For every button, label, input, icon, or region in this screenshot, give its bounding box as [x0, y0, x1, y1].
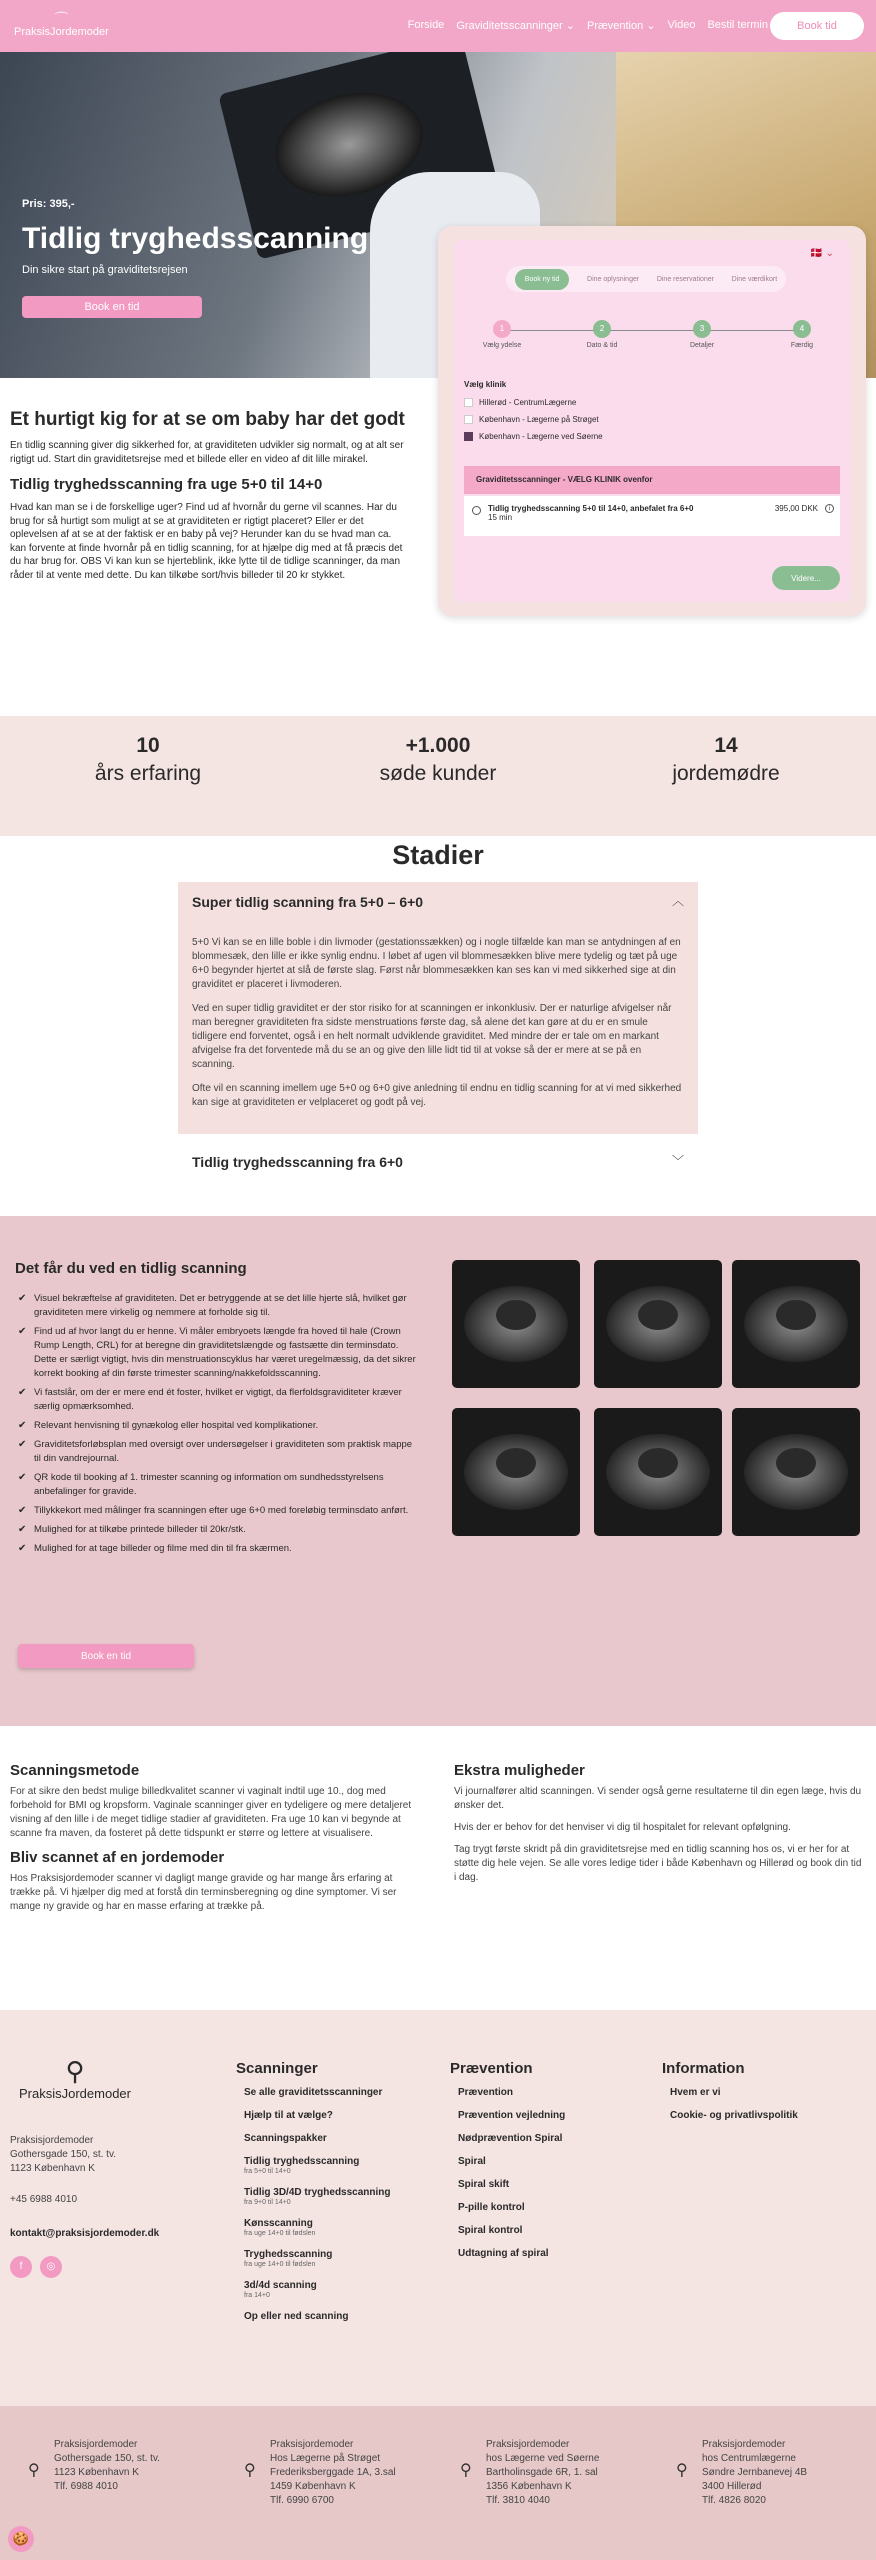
package-price: 395,00 DKK [774, 504, 818, 513]
mobile-icon: ⌒ [54, 11, 69, 27]
footer-link[interactable]: Hjælp til at vælge? [244, 2110, 333, 2121]
map-pin-icon: ⚲ [676, 2462, 688, 2479]
tab-dine-reservationer[interactable]: Dine reservationer [656, 275, 715, 283]
location-stroeget: ⚲ Praksisjordemoder Hos Lægerne på Strøget Frederiksberggade 1A, 3.sal 1459 København K Tlf. 6990 6700 [244, 2439, 396, 2506]
benefits-book-button[interactable]: Book en tid [18, 1644, 194, 1668]
step-3: 3 Detaljer [672, 320, 732, 349]
footer-link[interactable]: Scanningspakker [244, 2133, 327, 2144]
clinic-option-hilleroed[interactable]: Hillerød - CentrumLægerne [464, 398, 576, 407]
list-item: ✔ Find ud af hvor langt du er henne. Vi måler embryoets længde fra hoved til hale (Crown Rump Length, CRL) for at beregne din graviditetslængde og fastsætte din terminsdato. Dette er særligt vigtigt, hvis din menstruationscyklus har været uregelmæssig, da det sikrer korrekt booking af din første trimester scanning/nakkefoldsscanning. [18, 1325, 418, 1381]
list-item: ✔ Visuel bekræftelse af graviditeten. Det er betryggende at se det lille hjerte slå, hvilket gør graviditeten mere virkelig og nemmere at forholde sig til. [18, 1292, 418, 1320]
footer-link[interactable]: Kønsscanning fra uge 14+0 til fødslen [244, 2218, 316, 2237]
footer-link[interactable]: Op eller ned scanning [244, 2311, 349, 2322]
language-flag-icon[interactable]: 🇩🇰 ⌄ [810, 248, 834, 259]
footer-link[interactable]: Se alle graviditetsscanninger [244, 2087, 383, 2098]
location-gothersgade: ⚲ Praksisjordemoder Gothersgade 150, st. tv. 1123 København K Tlf. 6988 4010 [28, 2439, 160, 2492]
footer-logo[interactable]: ⚲ PraksisJordemoder [10, 2056, 140, 2120]
footer-col-scanninger: Scanninger Se alle graviditetsscanninger Hjælp til at vælge? Scanningspakker Tidlig tryghedsscanning fra 5+0 til 14+0 Tidlig 3D/4D tryghedsscanning fra 9+0 til 14+0 Kønsscanning fra uge 14+0 til fødslen Tryghedsscanning fra uge 14+0 til fødslen 3d/4d scanning fra 14+0 Op eller ned scanning [236, 2060, 391, 2322]
checkbox-checked[interactable] [464, 432, 473, 441]
facebook-icon[interactable]: f [10, 2256, 32, 2278]
list-item: ✔ Relevant henvisning til gynækolog eller hospital ved komplikationer. [18, 1419, 418, 1433]
ultrasound-image[interactable] [732, 1260, 860, 1388]
benefits-section [0, 1216, 876, 1726]
step-4: 4 Færdig [772, 320, 832, 349]
ultrasound-image[interactable] [452, 1260, 580, 1388]
book-tid-button[interactable]: Book tid [770, 12, 864, 40]
list-item: ✔ Graviditetsforløbsplan med oversigt over undersøgelser i graviditeten som praktisk mappe til din vandrejournal. [18, 1438, 418, 1466]
footer-link[interactable]: Spiral kontrol [458, 2225, 523, 2236]
stat-years: 10 års erfaring [94, 734, 202, 785]
nav-video[interactable]: Video [667, 19, 696, 31]
nav-graviditetsscanninger[interactable]: Graviditetsscanninger ⌄ [456, 20, 575, 32]
nav-bestil-termin[interactable]: Bestil termin [707, 19, 768, 31]
tab-book-ny-tid[interactable]: Book ny tid [515, 269, 570, 290]
location-soeerne: ⚲ Praksisjordemoder hos Lægerne ved Søerne Bartholinsgade 6R, 1. sal 1356 København K Tlf. 3810 4040 [460, 2439, 600, 2506]
clinic-heading: Vælg klinik [464, 380, 507, 389]
chevron-down-icon[interactable]: ﹀ [671, 1154, 684, 1168]
stat-midwives: 14 jordemødre [672, 734, 780, 785]
site-logo[interactable]: ⌒ PraksisJordemoder [14, 11, 109, 38]
footer-link[interactable]: Nødprævention Spiral [458, 2133, 563, 2144]
ultrasound-image[interactable] [594, 1260, 722, 1388]
stat-customers: +1.000 søde kunder [379, 734, 497, 785]
footer [0, 2010, 876, 2406]
footer-link[interactable]: Prævention vejledning [458, 2110, 566, 2121]
footer-email[interactable]: kontakt@praksisjordemoder.dk [10, 2228, 160, 2239]
benefits-list [18, 1292, 418, 1561]
chevron-down-icon: ⌄ [565, 20, 575, 32]
ultrasound-image[interactable] [452, 1408, 580, 1536]
radio-button[interactable] [472, 506, 481, 515]
ultrasound-image[interactable] [732, 1408, 860, 1536]
footer-link[interactable]: Udtagning af spiral [458, 2248, 549, 2259]
booking-widget [438, 226, 866, 616]
locations-bar [0, 2406, 876, 2560]
intro-title: Et hurtigt kig for at se om baby har det godt [10, 409, 405, 430]
cookie-settings-icon[interactable]: 🍪 [8, 2526, 34, 2552]
clinic-option-stroeget[interactable]: København - Lægerne på Strøget [464, 415, 599, 424]
chevron-down-icon: ⌄ [646, 20, 656, 32]
step-1: 1 Vælg ydelse [472, 320, 532, 349]
nav-forside[interactable]: Forside [407, 19, 445, 31]
next-button[interactable]: Videre... [772, 566, 840, 590]
map-pin-icon: ⚲ [460, 2462, 472, 2479]
checkbox[interactable] [464, 415, 473, 424]
checkbox[interactable] [464, 398, 473, 407]
list-item: ✔ Tillykkekort med målinger fra scanningen efter uge 6+0 med foreløbig terminsdato anført. [18, 1504, 418, 1518]
accordion-item-open[interactable]: Super tidlig scanning fra 5+0 – 6+0 ︿ 5+0 Vi kan se en lille boble i din livmoder (gestationssækken) og i nogle tilfælde kan man se antydningen af en blommesæk, den lille er ikke synlig endnu. I løbet af ugen vil blommesækken blive mere tydelig og tæt på uge 6+0 begynder hjertet at slå de første slag. Først når blommesækken kan ses kan vi med sikkerhed sige at din graviditet er placeret i livmoderen. Ved en super tidlig graviditet er der stor risiko for at scanningen er inkonklusiv. Der er naturlige afvigelser når man beregner graviditeten fra sidste menstruations første dag, så alene det kan gøre at du er en smule tidligere end forventet, også i en helt normalt udviklende graviditet. Med mindre der er tale om en markant afvigelse fra det forventede må du se an og give den lille lidt tid til at vokse så der er mere at se på en scanning. Ofte vil en scanning imellem uge 5+0 og 6+0 give anledning til endnu en tidlig scanning for at vi med sikkerhed kan sige at graviditeten er velplaceret og godt på vej. [178, 882, 698, 1134]
intro-section: Et hurtigt kig for at se om baby har det godt En tidlig scanning giver dig sikkerhed for, at graviditeten udvikler sig normalt, og at alt ser rigtigt ud. Start din graviditetsrejse med et billede eller en video af dit lille mirakel. Tidlig tryghedsscanning fra uge 5+0 til 14+0 Hvad kan man se i de forskellige uger? Find ud af hvornår du gerne vil scannes. Har du brug for så hurtigt som muligt at se at graviditeten er rigtigt placeret? Eller er det oplevelsen af at se at der faktisk er en baby på vej? Herunder kan du se hvad man ca. kan forvente at finde hvornår på en tidlig scanning, for at hjælpe dig med at få præcis det du har brug for. OBS Vi kan kun se hjerteblink, ikke lytte til de tidlige scanninger, da man råder til at vente med dette. Du kan tilkøbe sort/hvis billeder til 20 kr stykket. [10, 408, 410, 582]
footer-link[interactable]: Spiral [458, 2156, 486, 2167]
footer-link[interactable]: Cookie- og privatlivspolitik [670, 2110, 798, 2121]
intro-subtitle: Tidlig tryghedsscanning fra uge 5+0 til 14+0 [10, 476, 323, 493]
step-2: 2 Dato & tid [572, 320, 632, 349]
list-item: ✔ QR kode til booking af 1. trimester scanning og information om sundhedsstyrelsens anbefalinger for gravide. [18, 1471, 418, 1499]
ultrasound-image[interactable] [594, 1408, 722, 1536]
footer-col-information: Information Hvem er vi Cookie- og privatlivspolitik [662, 2060, 798, 2121]
clinic-option-soeerne[interactable]: København - Lægerne ved Søerne [464, 432, 603, 441]
list-item: ✔ Mulighed for at tage billeder og filme med din til fra skærmen. [18, 1542, 418, 1556]
footer-link[interactable]: Tryghedsscanning fra uge 14+0 til fødslen [244, 2249, 333, 2268]
package-heading: Graviditetsscanninger - VÆLG KLINIK ovenfor [464, 466, 840, 494]
map-pin-icon: ⚲ [28, 2462, 40, 2479]
hero-book-button[interactable]: Book en tid [22, 296, 202, 318]
stats-section [0, 716, 876, 836]
hero-price: Pris: 395,- [22, 198, 75, 210]
top-nav [0, 0, 876, 52]
tab-dine-oplysninger[interactable]: Dine oplysninger [587, 275, 640, 283]
footer-col-praevention: Prævention Prævention Prævention vejledning Nødprævention Spiral Spiral Spiral skift P-pille kontrol Spiral kontrol Udtagning af spiral [450, 2060, 566, 2259]
stadier-title: Stadier [392, 840, 484, 870]
list-item: ✔ Mulighed for at tilkøbe printede billeder til 20kr/stk. [18, 1523, 418, 1537]
mobile-icon: ⚲ [65, 2056, 85, 2086]
footer-link[interactable]: Hvem er vi [670, 2087, 721, 2098]
nav-praevention[interactable]: Prævention ⌄ [586, 20, 656, 32]
accordion-item-closed[interactable]: Tidlig tryghedsscanning fra 6+0 ﹀ [192, 1154, 684, 1170]
footer-link[interactable]: 3d/4d scanning fra 14+0 [244, 2280, 317, 2299]
list-item: ✔ Vi fastslår, om der er mere end ét foster, hvilket er vigtigt, da flerfoldsgraviditeter kræver særlig opmærksomhed. [18, 1386, 418, 1414]
footer-link[interactable]: Tidlig tryghedsscanning fra 5+0 til 14+0 [244, 2156, 360, 2175]
map-pin-icon: ⚲ [244, 2462, 256, 2479]
footer-link[interactable]: Prævention [458, 2087, 514, 2098]
benefits-title: Det får du ved en tidlig scanning [15, 1260, 247, 1277]
info-icon[interactable]: i [825, 504, 834, 513]
chevron-up-icon[interactable]: ︿ [671, 894, 684, 908]
location-hilleroed: ⚲ Praksisjordemoder hos Centrumlægerne Søndre Jernbanevej 4B 3400 Hillerød Tlf. 4826 8020 [676, 2439, 808, 2506]
footer-link[interactable]: P-pille kontrol [458, 2202, 525, 2213]
hero-subtitle: Din sikre start på graviditetsrejsen [22, 264, 188, 276]
booking-tabs [506, 266, 786, 292]
footer-link[interactable]: Spiral skift [458, 2179, 510, 2190]
hero-title: Tidlig tryghedsscanning [22, 222, 369, 255]
tab-dine-vaerdikort[interactable]: Dine værdikort [731, 275, 778, 283]
footer-address: Praksisjordemoder Gothersgade 150, st. tv. 1123 København K [10, 2135, 116, 2174]
info-left: Scanningsmetode For at sikre den bedst mulige billedkvalitet scanner vi vaginalt indtil uge 10., dog med forbehold for BMI og kropsform. Vaginale scanninger giver en tydeligere og mere detaljeret visning af den lille i de meget tidlige stadier af graviditeten. Fra uge 10 kan vi begynde at scanne fra maven, da fosteret på dette tidspunkt er større og lettere at visualisere. Bliv scannet af en jordemoder Hos Praksisjordemoder scanner vi dagligt mange gravide og har mange års erfaring at trække på. Vi hjælper dig med at forstå din terminsberegning og dine symptomer. Vi ser mange ny gravide og har en masse erfaring at trække på. [10, 1762, 412, 1912]
info-right: Ekstra muligheder Vi journalfører altid scanningen. Vi sender også gerne resultaterne til din egen læge, hvis du ønsker det. Hvis der er behov for det henviser vi dig til hospitalet for relevant opfølgning. Tag trygt første skridt på din graviditetsrejse med en tidlig scanning hos os, vi er her for at støtte dig hele vejen. Se alle vores ledige tider i både København og Hillerød og book din tid i dag. [454, 1762, 862, 1883]
instagram-icon[interactable]: ◎ [40, 2256, 62, 2278]
footer-phone[interactable]: +45 6988 4010 [10, 2194, 78, 2205]
footer-link[interactable]: Tidlig 3D/4D tryghedsscanning fra 9+0 til 14+0 [244, 2187, 391, 2206]
package-option[interactable]: Tidlig tryghedsscanning 5+0 til 14+0, anbefalet fra 6+0 15 min 395,00 DKK i [464, 496, 840, 536]
booking-steps [482, 320, 822, 360]
